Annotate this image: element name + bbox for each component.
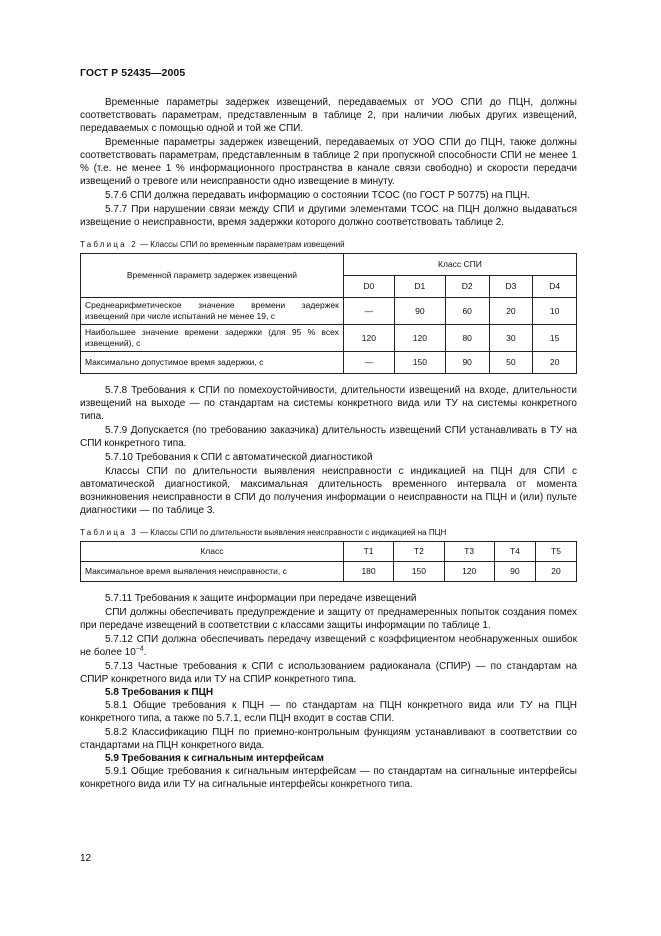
class-cell: D3 (489, 276, 533, 298)
table-row (81, 352, 577, 374)
clause-5-7-7: 5.7.7 При нарушении связи между СПИ и другими элементами ТСОС на ПЦН должно выдаваться извещение о неисправности, время задержки которого должно соответствовать таблице 2. (80, 204, 577, 228)
clause-5-7-10: 5.7.10 Требования к СПИ с автоматической диагностикой (105, 452, 373, 463)
paragraph: Классы СПИ по длительности выявления неисправности с индикацией на ПЦН для СПИ с автоматической диагностикой, максимальная длительность временного интервала от момента возникновения неисправности в СПИ до получения информации о неисправности на ПЦН и (или) пульте диагностики — по таблице 3. (80, 466, 577, 516)
clause-5-7-6: 5.7.6 СПИ должна передавать информацию о состоянии ТСОС (по ГОСТ Р 50775) на ПЦН. (105, 190, 530, 201)
clause-5-8-2: 5.8.2 Классификацию ПЦН по приемно-контрольным функциям устанавливают в соответствии со стандартами на ПЦН конкретного вида. (80, 727, 577, 751)
table-row (81, 298, 577, 325)
table-cell: 150 (394, 562, 444, 582)
clause-end: . (143, 647, 147, 658)
class-cell: T1 (343, 542, 393, 562)
table-cell: 10 (533, 298, 577, 325)
table-cell: — (343, 298, 394, 325)
clause-5-7-12-text: 5.7.12 СПИ должна обеспечивать передачу извещений с коэффициентом необнаруженных ошибок не более 10 (80, 634, 577, 658)
table-cell: 90 (494, 562, 535, 582)
standard-header: ГОСТ Р 52435—2005 (80, 67, 186, 79)
page-number: 12 (80, 853, 92, 864)
paragraph: Временные параметры задержек извещений, передаваемых от УОО СПИ до ПЦН, также должны соответствовать параметрам, представленным в таблице 2 при пропускной способности СПИ не менее 1 % (т.е. не менее 1 % информационного пространства в канале связи свободно) и скорости передачи извещений о тревоге или неисправности одно извещение в минуту. (80, 137, 577, 187)
table-2-caption-text: — Классы СПИ по временным параметрам извещений (137, 240, 345, 249)
row-label: Максимальное время выявления неисправности, с (81, 562, 344, 582)
table-cell: 90 (445, 352, 489, 374)
table-row (81, 325, 577, 352)
table-3-caption (80, 527, 577, 538)
table-cell: 90 (394, 298, 445, 325)
clause-5-7-9: 5.7.9 Допускается (по требованию заказчика) длительность извещений СПИ устанавливать в ТУ на СПИ конкретного типа. (80, 425, 577, 449)
table-cell: 60 (445, 298, 489, 325)
class-cell: T5 (535, 542, 576, 562)
clause-5-8-1: 5.8.1 Общие требования к ПЦН — по стандартам на ПЦН конкретного вида или ТУ на ПЦН конкретного типа, а также по 5.7.1, если ПЦН входит в состав СПИ. (80, 700, 577, 724)
table-cell: 120 (444, 562, 494, 582)
table-row (81, 562, 577, 582)
table-cell: 15 (533, 325, 577, 352)
table-2-label: Таблица 2 (80, 240, 138, 249)
section-heading-5-8: 5.8 Требования к ПЦН (105, 687, 214, 698)
exponent: −4 (135, 645, 144, 653)
section-heading-5-9: 5.9 Требования к сигнальным интерфейсам (105, 753, 324, 764)
clause-5-7-13: 5.7.13 Частные требования к СПИ с использованием радиоканала (СПИР) — по стандартам на СПИР конкретного вида или ТУ на СПИР конкретного типа. (80, 661, 577, 685)
table-cell: 120 (394, 325, 445, 352)
table-cell: 30 (489, 325, 533, 352)
param-header: Временной параметр задержек извещений (81, 254, 344, 298)
row-label: Наибольшее значение времени задержки (для 95 % всех извещений), с (81, 325, 344, 352)
row-label: Среднеарифметическое значение времени задержек извещений при числе испытаний не менее 19, с (81, 298, 344, 325)
row-label: Максимально допустимое время задержки, с (81, 352, 344, 374)
class-header: Класс (81, 542, 344, 562)
class-cell: T4 (494, 542, 535, 562)
class-cell: D1 (394, 276, 445, 298)
clause-5-9-1: 5.9.1 Общие требования к сигнальным интерфейсам — по стандартам на сигнальные интерфейсы конкретного вида или ТУ на сигнальные интерфейсы конкретного типа. (80, 766, 577, 790)
table-cell: 20 (533, 352, 577, 374)
table-cell: 120 (343, 325, 394, 352)
class-cell: T2 (394, 542, 444, 562)
table-3-caption-text: — Классы СПИ по длительности выявления неисправности с индикацией на ПЦН (137, 528, 447, 537)
table-3-label: Таблица 3 (80, 528, 138, 537)
clause-5-7-11: 5.7.11 Требования к защите информации при передаче извещений (105, 593, 417, 604)
table-3 (80, 541, 577, 582)
table-cell: 150 (394, 352, 445, 374)
class-cell: T3 (444, 542, 494, 562)
table-cell: — (343, 352, 394, 374)
table-2 (80, 253, 577, 374)
table-2-header-row (81, 254, 577, 276)
table-cell: 20 (535, 562, 576, 582)
table-3-header-row (81, 542, 577, 562)
table-cell: 80 (445, 325, 489, 352)
class-cell: D0 (343, 276, 394, 298)
class-header: Класс СПИ (343, 254, 576, 276)
table-2-caption (80, 239, 577, 250)
page-content (80, 96, 577, 791)
paragraph: СПИ должны обеспечивать предупреждение и защиту от преднамеренных попыток создания помех при передаче извещений в соответствии с классами защиты информации по таблице 1. (80, 607, 577, 631)
clause-5-7-8: 5.7.8 Требования к СПИ по помехоустойчивости, длительности извещений на входе, длительности извещений на выходе — по стандартам на системы конкретного вида или ТУ на системы конкретного типа. (80, 385, 577, 422)
table-cell: 50 (489, 352, 533, 374)
table-cell: 180 (343, 562, 393, 582)
class-cell: D4 (533, 276, 577, 298)
class-cell: D2 (445, 276, 489, 298)
clause-5-7-12 (80, 633, 577, 659)
paragraph: Временные параметры задержек извещений, передаваемых от УОО СПИ до ПЦН, должны соответствовать параметрам, представленным в таблице 2, при наличии любых других извещений, передаваемых с помощью одной и той же СПИ. (80, 97, 577, 134)
table-cell: 20 (489, 298, 533, 325)
